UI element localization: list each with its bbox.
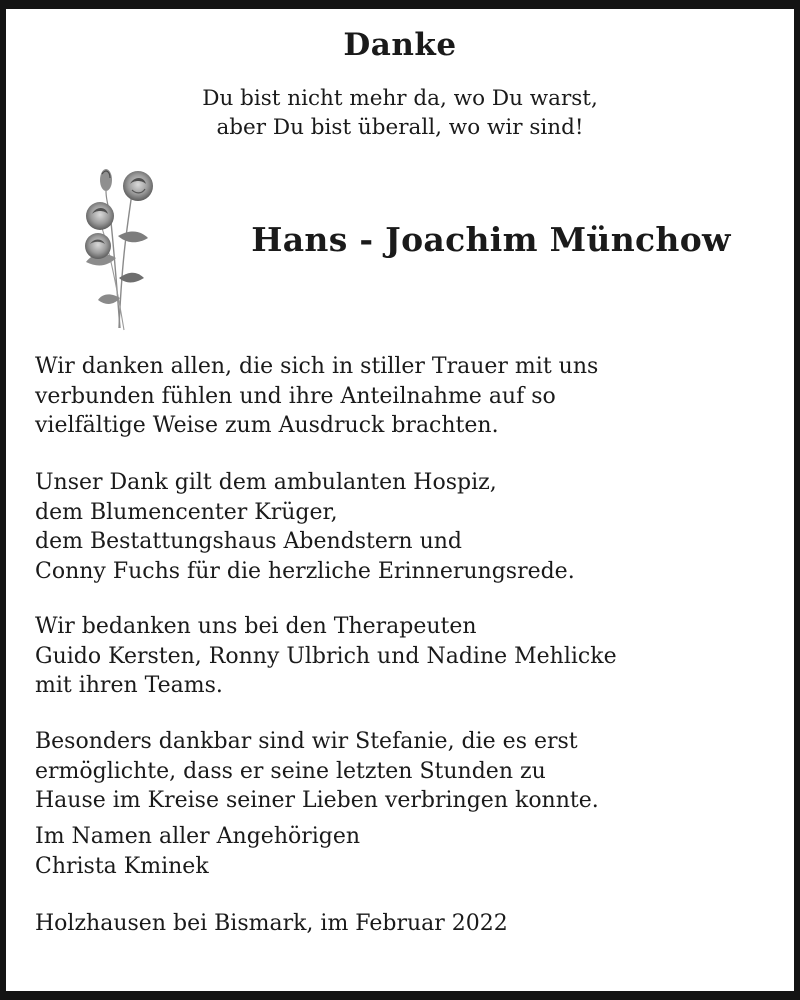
signature-block: [35, 822, 775, 881]
motto: [0, 84, 800, 142]
text-line: Unser Dank gilt dem ambulanten Hospiz,: [35, 470, 497, 495]
text-line: Wir danken allen, die sich in stiller Trauer mit uns: [35, 354, 599, 379]
roses-illustration: [72, 158, 177, 333]
text-line: Besonders dankbar sind wir Stefanie, die es erst: [35, 729, 578, 754]
text-line: Guido Kersten, Ronny Ulbrich und Nadine Mehlicke: [35, 643, 617, 669]
text-line: Hause im Kreise seiner Lieben verbringen konnte.: [35, 788, 599, 813]
place-date-line: Holzhausen bei Bismark, im Februar 2022: [35, 911, 508, 936]
signature-name: Christa Kminek: [35, 853, 209, 879]
text-line: dem Blumencenter Krüger,: [35, 499, 338, 525]
paragraph-acknowledgements: [35, 468, 775, 586]
text-line: Wir bedanken uns bei den Therapeuten: [35, 614, 477, 639]
text-line: Conny Fuchs für die herzliche Erinnerungsrede.: [35, 558, 575, 584]
notice-heading: Danke: [343, 27, 457, 63]
signature-line: Im Namen aller Angehörigen: [35, 824, 361, 849]
text-line: ermöglichte, dass er seine letzten Stunden zu: [35, 758, 546, 784]
text-line: vielfältige Weise zum Ausdruck brachten.: [35, 413, 499, 438]
paragraph-therapists: [35, 612, 775, 701]
deceased-name: Hans - Joachim Münchow: [251, 220, 731, 259]
text-line: mit ihren Teams.: [35, 673, 223, 698]
paragraph-special-thanks: [35, 727, 775, 816]
text-line: dem Bestattungshaus Abendstern und: [35, 529, 463, 554]
text-line: verbunden fühlen und ihre Anteilnahme auf so: [35, 383, 556, 409]
paragraph-thanks: [35, 352, 775, 441]
motto-line: aber Du bist überall, wo wir sind!: [216, 115, 584, 140]
motto-line: Du bist nicht mehr da, wo Du warst,: [202, 86, 598, 111]
place-date: [35, 909, 775, 939]
